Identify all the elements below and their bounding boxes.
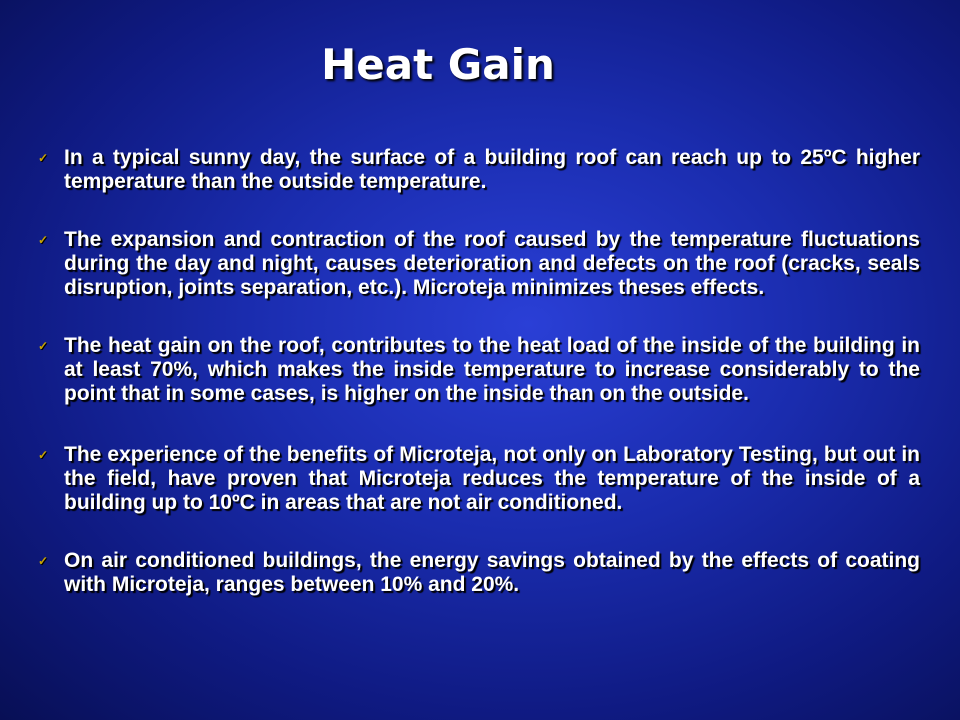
- bullet-list: [38, 146, 920, 631]
- bullet-text: On air conditioned buildings, the energy savings obtained by the effects of coating with Microteja, ranges between 10% and 20%.: [64, 549, 920, 596]
- checkmark-bullet-icon: ✓: [38, 448, 49, 462]
- bullet-item: [38, 549, 920, 597]
- bullet-item: [38, 228, 920, 300]
- bullet-item: [38, 443, 920, 515]
- bullet-item: [38, 334, 920, 406]
- checkmark-bullet-icon: ✓: [38, 151, 49, 165]
- checkmark-bullet-icon: ✓: [38, 554, 49, 568]
- bullet-text: The heat gain on the roof, contributes to the heat load of the inside of the building in at least 70%, which makes the inside temperature to increase considerably to the point that in some cases, is higher on the inside than on the outside.: [64, 334, 920, 405]
- bullet-item: [38, 146, 920, 194]
- bullet-text: In a typical sunny day, the surface of a building roof can reach up to 25ºC higher temperature than the outside temperature.: [64, 146, 920, 193]
- checkmark-bullet-icon: ✓: [38, 233, 49, 247]
- checkmark-bullet-icon: ✓: [38, 339, 49, 353]
- bullet-text: The experience of the benefits of Microteja, not only on Laboratory Testing, but out in the field, have proven that Microteja reduces the temperature of the inside of a building up to 10ºC in areas that are not air conditioned.: [64, 443, 920, 514]
- bullet-text: The expansion and contraction of the roof caused by the temperature fluctuations during the day and night, causes deterioration and defects on the roof (cracks, seals disruption, joints separation, etc.). Microteja minimizes theses effects.: [64, 228, 920, 299]
- slide-title: Heat Gain: [321, 40, 555, 89]
